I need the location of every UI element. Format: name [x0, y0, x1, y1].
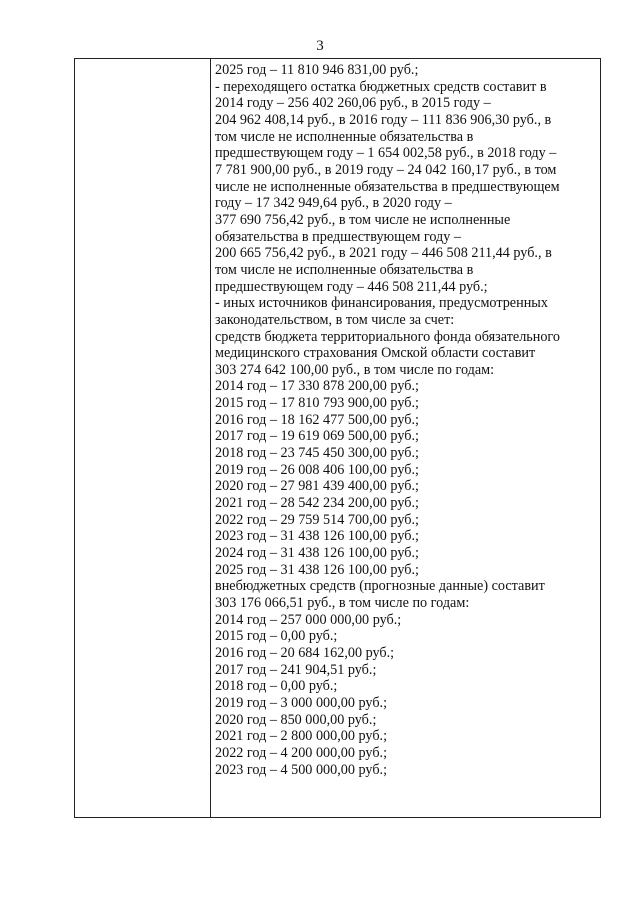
- text-line: 2024 год – 31 438 126 100,00 руб.;: [215, 545, 419, 562]
- text-line: 2022 год – 4 200 000,00 руб.;: [215, 744, 388, 761]
- text-line: 2023 год – 4 500 000,00 руб.;: [215, 761, 388, 778]
- text-line: 377 690 756,42 руб., в том числе не исполненные: [215, 211, 511, 228]
- text-line: 2021 год – 2 800 000,00 руб.;: [215, 728, 388, 745]
- text-line: 2018 год – 23 745 450 300,00 руб.;: [215, 445, 419, 462]
- text-line: году – 17 342 949,64 руб., в 2020 году –: [215, 195, 452, 212]
- text-line: том числе не исполненные обязательства в: [215, 261, 474, 278]
- text-line: средств бюджета территориального фонда обязательного: [215, 328, 560, 345]
- text-line: 2017 год – 241 904,51 руб.;: [215, 661, 377, 678]
- text-line: 2016 год – 20 684 162,00 руб.;: [215, 644, 395, 661]
- text-line: числе не исполненные обязательства в предшествующем: [215, 178, 560, 195]
- text-line: 2017 год – 19 619 069 500,00 руб.;: [215, 428, 419, 445]
- text-line: 204 962 408,14 руб., в 2016 году – 111 836 906,30 руб., в: [215, 111, 552, 128]
- text-line: 200 665 756,42 руб., в 2021 году – 446 508 211,44 руб., в: [215, 245, 552, 262]
- text-line: предшествующем году – 1 654 002,58 руб., в 2018 году –: [215, 145, 557, 162]
- text-line: 2014 году – 256 402 260,06 руб., в 2015 году –: [215, 95, 491, 112]
- text-line: внебюджетных средств (прогнозные данные) составит: [215, 578, 545, 595]
- text-line: 2015 год – 17 810 793 900,00 руб.;: [215, 395, 419, 412]
- text-line: 2014 год – 17 330 878 200,00 руб.;: [215, 378, 419, 395]
- text-line: 303 274 642 100,00 руб., в том числе по годам:: [215, 361, 495, 378]
- text-line: 2025 год – 11 810 946 831,00 руб.;: [215, 62, 419, 78]
- text-line: медицинского страхования Омской области составит: [215, 345, 536, 362]
- text-line: 2016 год – 18 162 477 500,00 руб.;: [215, 411, 419, 428]
- text-line: 2018 год – 0,00 руб.;: [215, 678, 338, 695]
- text-line: 2019 год – 26 008 406 100,00 руб.;: [215, 461, 419, 478]
- text-line: 7 781 900,00 руб., в 2019 году – 24 042 160,17 руб., в том: [215, 161, 557, 178]
- passport-table: [74, 58, 601, 818]
- column-divider: [210, 59, 211, 817]
- text-line: 2015 год – 0,00 руб.;: [215, 628, 338, 645]
- text-line: предшествующем году – 446 508 211,44 руб.;: [215, 278, 488, 295]
- text-line: 2019 год – 3 000 000,00 руб.;: [215, 694, 388, 711]
- text-line: том числе не исполненные обязательства в: [215, 128, 474, 145]
- text-line: 2020 год – 850 000,00 руб.;: [215, 711, 377, 728]
- text-line: - иных источников финансирования, предусмотренных: [215, 295, 548, 312]
- page-number: 3: [316, 38, 324, 54]
- text-line: обязательства в предшествующем году –: [215, 228, 462, 245]
- text-line: 303 176 066,51 руб., в том числе по годам:: [215, 595, 470, 611]
- text-line: 2020 год – 27 981 439 400,00 руб.;: [215, 478, 419, 495]
- text-line: 2023 год – 31 438 126 100,00 руб.;: [215, 528, 419, 545]
- text-line: 2014 год – 257 000 000,00 руб.;: [215, 611, 402, 628]
- text-line: 2025 год – 31 438 126 100,00 руб.;: [215, 561, 419, 578]
- table-label-cell: [75, 59, 210, 817]
- text-line: - переходящего остатка бюджетных средств составит в: [215, 78, 547, 95]
- text-line: 2021 год – 28 542 234 200,00 руб.;: [215, 495, 419, 512]
- text-line: законодательством, в том числе за счет:: [215, 311, 455, 328]
- text-line: 2022 год – 29 759 514 700,00 руб.;: [215, 511, 419, 528]
- table-content-cell: [215, 62, 599, 778]
